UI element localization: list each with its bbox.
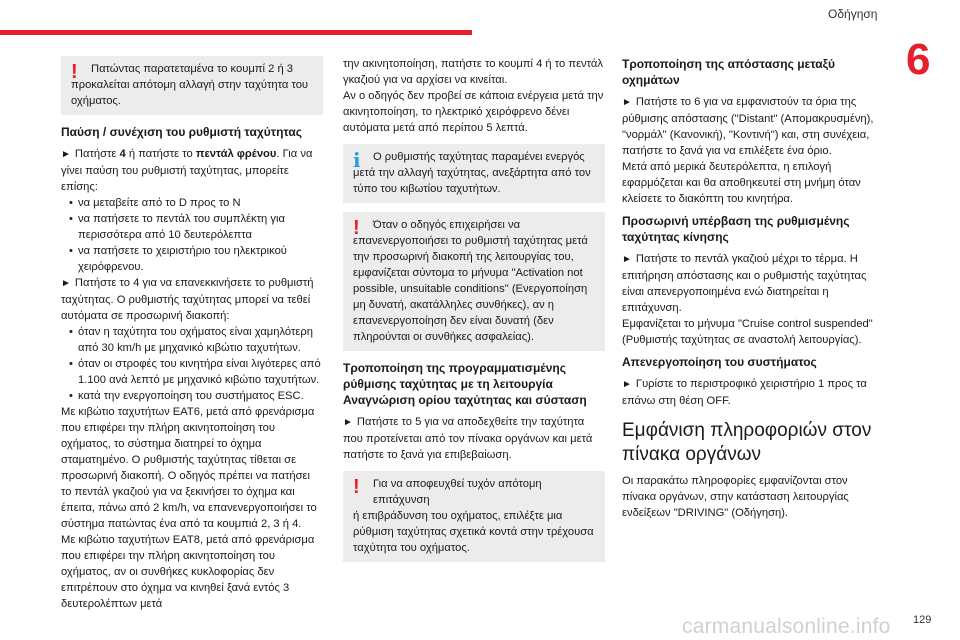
paragraph: Αν ο οδηγός δεν προβεί σε κάποια ενέργεια μετά την ακινητοποίηση, το ηλεκτρικό χειρόφρενο δένει αυτόματα μετά από περίπου 5 λεπτά. xyxy=(343,90,604,134)
list-item: • όταν η ταχύτητα του οχήματος είναι χαμηλότερη από 30 km/h με μηχανικό κιβώτιο ταχυτήτων. xyxy=(61,324,323,356)
column-1 xyxy=(61,56,323,612)
bullet-list xyxy=(61,195,323,275)
heading-override: Προσωρινή υπέρβαση της ρυθμισμένης ταχύτητας κίνησης xyxy=(622,214,850,244)
warning-box xyxy=(343,471,605,562)
info-text: μετά την αλλαγή ταχύτητας, ανεξάρτητα από τον τύπο του κιβωτίου ταχυτήτων. xyxy=(353,167,591,195)
warning-box xyxy=(61,56,323,115)
heading-distance: Τροποποίηση της απόστασης μεταξύ οχημάτων xyxy=(622,57,835,87)
paragraph: ► Πατήστε το 6 για να εμφανιστούν τα όρια της ρύθμισης απόστασης ("Distant" (Απομακρυσμένη), "νορμάλ" (Κανονική), "Κοντινή") και, στη συνέχεια, πατήστε το ξανά για να επιλέξετε ένα όριο. xyxy=(622,96,874,157)
heading-pause-resume: Παύση / συνέχιση του ρυθμιστή ταχύτητας xyxy=(61,125,303,139)
paragraph: ► Πατήστε το 5 για να αποδεχθείτε την ταχύτητα που προτείνεται από τον πίνακα οργάνων και μετά πατήστε το ξανά για επιβεβαίωση. xyxy=(343,416,593,461)
heading-deactivate: Απενεργοποίηση του συστήματος xyxy=(622,355,817,369)
column-2 xyxy=(343,56,605,571)
list-item: • όταν οι στροφές του κινητήρα είναι λιγότερες από 1.100 ανά λεπτό με μηχανικό κιβώτιο ταχυτήτων. xyxy=(61,356,323,388)
warning-text: προκαλείται απότομη αλλαγή στην ταχύτητα του οχήματος. xyxy=(71,79,309,107)
arrow-icon: ► xyxy=(622,379,632,390)
list-item: • να πατήσετε το χειριστήριο του ηλεκτρικού χειρόφρενου. xyxy=(61,243,323,275)
warning-box xyxy=(343,212,605,351)
heading-display-info: Εμφάνιση πληροφοριών στον πίνακα οργάνων xyxy=(622,420,872,465)
paragraph: Με κιβώτιο ταχυτήτων EAT8, μετά από φρενάρισμα που επιφέρει την πλήρη ακινητοποίηση του οχήματος, αν οι συνθήκες κυκλοφορίας δεν επιτρέπουν στο όχημα να κινηθεί ξανά εντός 3 δευτερολέπτων μετά xyxy=(61,534,315,610)
header-accent-bar xyxy=(0,30,472,35)
warning-text-first: Για να αποφευχθεί τυχόν απότομη επιτάχυνση xyxy=(373,478,542,506)
list-item: • κατά την ενεργοποίηση του συστήματος ESC. xyxy=(61,388,323,404)
paragraph: ► Πατήστε το 4 για να επανεκκινήσετε το ρυθμιστή ταχύτητας. Ο ρυθμιστής ταχύτητας μπορεί να τεθεί αυτόματα σε προσωρινή διακοπή: xyxy=(61,277,314,322)
arrow-icon: ► xyxy=(622,254,632,265)
warning-text-first: Όταν ο οδηγός επιχειρήσει να xyxy=(373,219,521,231)
warning-text: επανενεργοποιήσει το ρυθμιστή ταχύτητας μετά την προσωρινή διακοπή της λειτουργίας του, εμφανίζεται σύντομα το μήνυμα "Activation not possible, unsuitable conditions" (Ενεργοποίηση μη δυνατή, ακατάλληλες συνθήκες), αν η επανενεργοποίηση δεν είναι δυνατή (δεν πληρούνται οι συνθήκες ασφαλείας). xyxy=(353,235,588,343)
paragraph: ► Πατήστε 4 ή πατήστε το πεντάλ φρένου. Για να γίνει παύση του ρυθμιστή ταχύτητας, μπορείτε επίσης: xyxy=(61,148,313,193)
arrow-icon: ► xyxy=(622,97,632,108)
info-box xyxy=(343,144,605,203)
list-item: • να μεταβείτε από το D προς το N xyxy=(61,195,323,211)
paragraph: Οι παρακάτω πληροφορίες εμφανίζονται στον πίνακα οργάνων, στην κατάσταση λειτουργίας ενδείξεων "DRIVING" (Οδήγηση). xyxy=(622,475,849,519)
warning-text: ή επιβράδυνση του οχήματος, επιλέξτε μια ρύθμιση ταχύτητας σχετικά κοντά στην τρέχουσα ταχύτητα του οχήματος. xyxy=(353,510,594,554)
info-text-first: Ο ρυθμιστής ταχύτητας παραμένει ενεργός xyxy=(373,151,585,163)
info-icon: i xyxy=(353,148,361,172)
chapter-number: 6 xyxy=(906,35,931,84)
paragraph: Εμφανίζεται το μήνυμα "Cruise control suspended" (Ρυθμιστής ταχύτητας σε αναστολή λειτουργίας). xyxy=(622,318,873,346)
warning-icon: ! xyxy=(71,61,78,83)
warning-icon: ! xyxy=(353,476,360,498)
paragraph: ► Πατήστε το πεντάλ γκαζιού μέχρι το τέρμα. Η επιτήρηση απόστασης και ο ρυθμιστής ταχύτητας είναι απενεργοποιημένα ενώ διατηρείται η επιτάχυνση. xyxy=(622,253,867,314)
arrow-icon: ► xyxy=(61,149,71,160)
arrow-icon: ► xyxy=(343,417,353,428)
paragraph: Μετά από μερικά δευτερόλεπτα, η επιλογή εφαρμόζεται και θα αποθηκευτεί στη μνήμη όταν κλείσετε το διακόπτη του κινητήρα. xyxy=(622,161,861,205)
warning-icon: ! xyxy=(353,217,360,239)
list-item: • να πατήσετε το πεντάλ του συμπλέκτη για περισσότερα από 10 δευτερόλεπτα xyxy=(61,211,323,243)
section-title: Οδήγηση xyxy=(828,7,878,21)
bullet-list xyxy=(61,324,323,404)
paragraph: ► Γυρίστε το περιστροφικό χειριστήριο 1 προς τα επάνω στη θέση OFF. xyxy=(622,378,867,407)
paragraph: Με κιβώτιο ταχυτήτων EAT6, μετά από φρενάρισμα που επιφέρει την πλήρη ακινητοποίηση του οχήματος, το σύστημα διατηρεί το όχημα σταματημένο. Ο ρυθμιστής ταχύτητας τίθεται σε προσωρινή διακοπή. Ο οδηγός πρέπει να πατήσει το πεντάλ γκαζιού για να ξεκινήσει το όχημα και έπειτα, πάνω από 2 km/h, να επανενεργοποιήσει το σύστημα πατώντας ένα από τα κουμπιά 2, 3 ή 4. xyxy=(61,406,317,530)
page-number: 129 xyxy=(913,614,932,626)
arrow-icon: ► xyxy=(61,278,71,289)
paragraph: την ακινητοποίηση, πατήστε το κουμπί 4 ή το πεντάλ γκαζιού για να αρχίσει να κινείται. xyxy=(343,58,603,86)
watermark: carmanualsonline.info xyxy=(682,615,891,638)
heading-modify-setting: Τροποποίηση της προγραμματισμένης ρύθμισης ταχύτητας με τη λειτουργία Αναγνώριση ορίου ταχύτητας και σύσταση xyxy=(343,361,587,407)
column-3 xyxy=(622,56,884,521)
warning-text-first: Πατώντας παρατεταμένα το κουμπί 2 ή 3 xyxy=(91,63,293,75)
